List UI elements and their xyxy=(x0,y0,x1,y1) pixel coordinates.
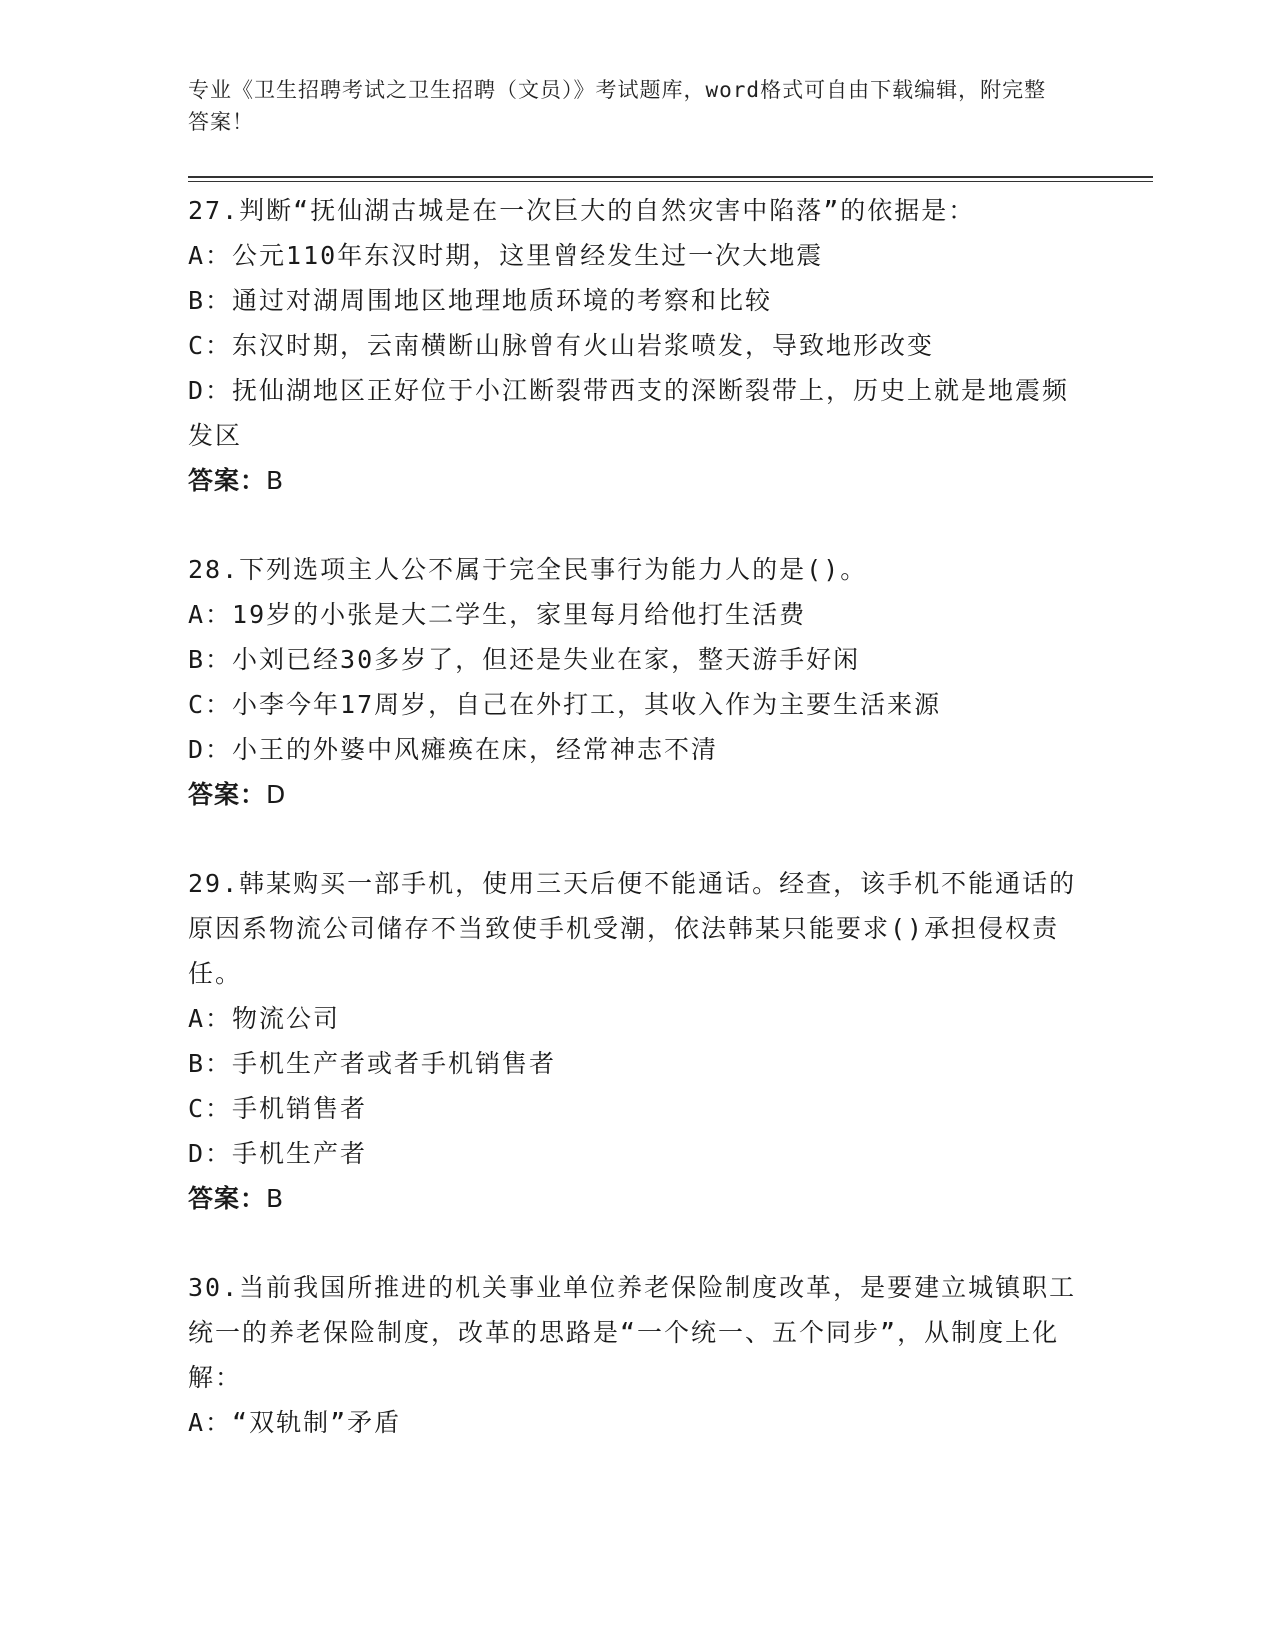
question-29 xyxy=(188,861,1088,1221)
answer-value: B xyxy=(266,466,285,495)
answer-label: 答案： xyxy=(188,1184,267,1213)
answer-line xyxy=(188,458,1088,503)
option-b: B：小刘已经30多岁了，但还是失业在家，整天游手好闲 xyxy=(188,645,861,674)
option-a: A：物流公司 xyxy=(188,1004,341,1033)
option-c: C：小李今年17周岁，自己在外打工，其收入作为主要生活来源 xyxy=(188,690,942,719)
document-header: 专业《卫生招聘考试之卫生招聘（文员）》考试题库，word格式可自由下载编辑，附完整答案！ xyxy=(188,78,1047,134)
answer-value: B xyxy=(266,1184,285,1213)
question-30 xyxy=(188,1265,1088,1445)
option-d: D：手机生产者 xyxy=(188,1139,368,1168)
header-divider-thin xyxy=(188,181,1153,182)
question-27 xyxy=(188,188,1088,503)
answer-label: 答案： xyxy=(188,466,267,495)
question-28 xyxy=(188,547,1088,817)
question-list xyxy=(188,188,1088,1445)
question-stem: 27.判断“抚仙湖古城是在一次巨大的自然灾害中陷落”的依据是： xyxy=(188,196,976,225)
question-stem: 30.当前我国所推进的机关事业单位养老保险制度改革，是要建立城镇职工统一的养老保险制度，改革的思路是“一个统一、五个同步”，从制度上化解： xyxy=(188,1273,1077,1392)
option-a: A：公元110年东汉时期，这里曾经发生过一次大地震 xyxy=(188,241,824,270)
answer-line xyxy=(188,1176,1088,1221)
question-stem: 29.韩某购买一部手机，使用三天后便不能通话。经查，该手机不能通话的原因系物流公司储存不当致使手机受潮，依法韩某只能要求()承担侵权责任。 xyxy=(188,869,1077,988)
option-a: A：19岁的小张是大二学生，家里每月给他打生活费 xyxy=(188,600,807,629)
option-c: C：手机销售者 xyxy=(188,1094,368,1123)
answer-value: D xyxy=(266,780,287,809)
option-b: B：手机生产者或者手机销售者 xyxy=(188,1049,557,1078)
option-b: B：通过对湖周围地区地理地质环境的考察和比较 xyxy=(188,286,773,315)
answer-line xyxy=(188,772,1088,817)
option-d: D：小王的外婆中风瘫痪在床，经常神志不清 xyxy=(188,735,719,764)
option-c: C：东汉时期，云南横断山脉曾有火山岩浆喷发，导致地形改变 xyxy=(188,331,935,360)
header-divider-thick xyxy=(188,176,1153,178)
answer-label: 答案： xyxy=(188,780,267,809)
option-a: A：“双轨制”矛盾 xyxy=(188,1408,402,1437)
option-d: D：抚仙湖地区正好位于小江断裂带西支的深断裂带上，历史上就是地震频发区 xyxy=(188,376,1070,450)
question-stem: 28.下列选项主人公不属于完全民事行为能力人的是()。 xyxy=(188,555,868,584)
